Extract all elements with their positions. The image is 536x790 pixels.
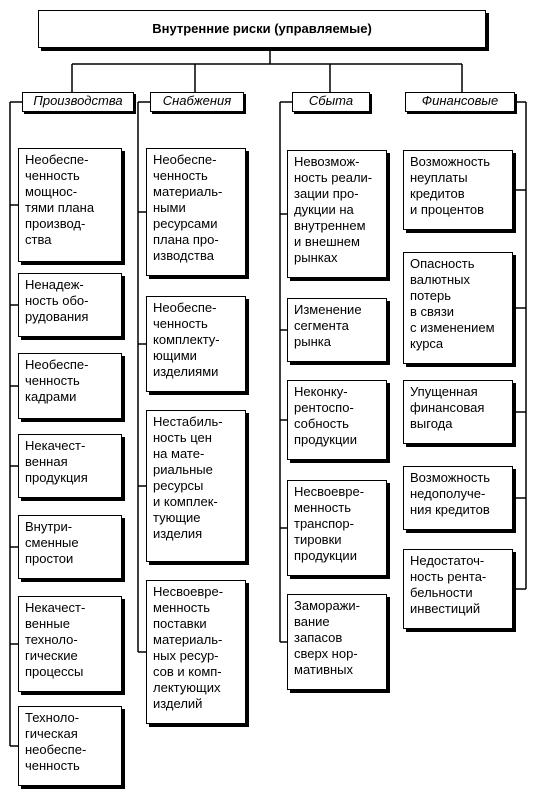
- risk-box: Необеспе- ченность кадрами: [18, 353, 122, 419]
- risk-box: Некачест- венная продукция: [18, 434, 122, 498]
- risk-box: Некачест- венные техноло- гические процессы: [18, 596, 122, 692]
- risk-box: Несвоевре- менность поставки материаль- ных ресур- сов и комп- лектующих изделий: [146, 580, 246, 724]
- risk-box: Упущенная финансовая выгода: [403, 380, 513, 444]
- risk-box: Невозмож- ность реали- зации про- дукции на внутреннем и внешнем рынках: [287, 150, 387, 278]
- risk-box: Неконку- рентоспо- собность продукции: [287, 380, 387, 460]
- risk-box: Необеспе- ченность материаль- ными ресурсами плана про- изводства: [146, 148, 246, 276]
- risk-box: Внутри- сменные простои: [18, 515, 122, 579]
- risk-box: Заморажи- вание запасов сверх нор- мативных: [287, 594, 387, 690]
- risk-box: Изменение сегмента рынка: [287, 298, 387, 362]
- risk-box: Недостаточ- ность рента- бельности инвестиций: [403, 549, 513, 629]
- diagram-title: Внутренние риски (управляемые): [38, 10, 486, 48]
- column-header: Финансовые: [405, 92, 515, 112]
- column-header: Производства: [22, 92, 134, 112]
- risk-box: Возможность недополуче- ния кредитов: [403, 466, 513, 530]
- column-header: Снабжения: [150, 92, 244, 112]
- risk-box: Нестабиль- ность цен на мате- риальные ресурсы и комплек- тующие изделия: [146, 410, 246, 562]
- column-header: Сбыта: [292, 92, 370, 112]
- risk-box: Опасность валютных потерь в связи с изменением курса: [403, 252, 513, 364]
- risk-box: Ненадеж- ность обо- рудования: [18, 273, 122, 337]
- risk-box: Возможность неуплаты кредитов и процентов: [403, 150, 513, 230]
- risk-box: Техноло- гическая необеспе- ченность: [18, 706, 122, 786]
- risk-box: Необеспе- ченность мощнос- тями плана производ- ства: [18, 148, 122, 262]
- risk-box: Несвоевре- менность транспор- тировки продукции: [287, 480, 387, 576]
- risk-box: Необеспе- ченность комплекту- ющими изделиями: [146, 296, 246, 392]
